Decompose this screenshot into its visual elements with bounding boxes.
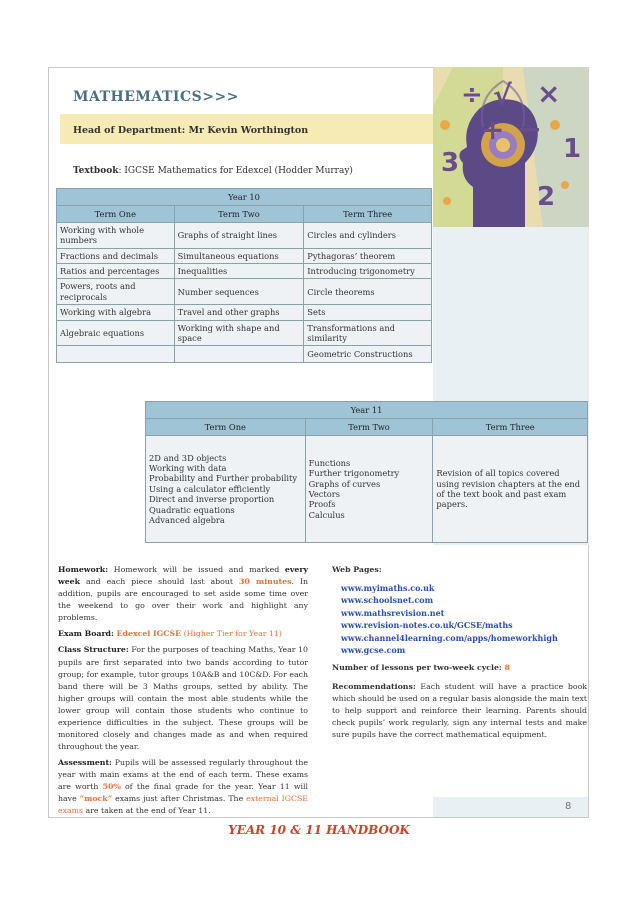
divide-symbol: ÷ [461, 80, 483, 110]
year11-col-term-two: Term Two [305, 419, 433, 436]
table-cell: Pythagoras’ theorem [304, 248, 432, 263]
web-pages-label: Web Pages: [332, 565, 382, 574]
table-cell: Circle theorems [304, 279, 432, 305]
right-column [332, 564, 587, 747]
list-item: Quadratic equations [149, 504, 235, 515]
table-cell [174, 346, 304, 363]
year11-col-term-three: Term Three [433, 419, 588, 436]
list-item: Working with data [149, 463, 227, 474]
homework-duration: 30 minutes [238, 577, 292, 587]
web-link[interactable]: www.gcse.com [341, 645, 406, 656]
subject-title: MATHEMATICS>>> [73, 89, 239, 105]
table-cell: Travel and other graphs [174, 305, 304, 320]
list-item: Graphs of curves [308, 478, 381, 489]
table-cell [57, 346, 175, 363]
list-item: Probability and Further probability [149, 473, 298, 484]
lessons-paragraph [332, 662, 587, 674]
table-cell: Introducing trigonometry [304, 264, 432, 279]
minus-symbol: − [517, 112, 543, 147]
plus-symbol: + [481, 113, 505, 146]
list-item: Functions [308, 457, 351, 468]
web-link[interactable]: www.revision-notes.co.uk/GCSE/maths [341, 620, 513, 631]
assessment-mock: “mock” [79, 794, 113, 804]
homework-paragraph [58, 564, 308, 624]
head-of-department: Head of Department: Mr Kevin Worthington [73, 125, 309, 136]
table-row [57, 223, 432, 249]
table-row [146, 436, 588, 543]
homework-frequency: every week [58, 565, 308, 587]
table-row [57, 279, 432, 305]
assessment-text: Pupils will be assessed regularly throughout the year with main exams at the end of each term. These exams are worth [58, 758, 308, 792]
year11-term-two-topics [305, 436, 433, 543]
class-structure-paragraph [58, 644, 308, 753]
number-one: 1 [563, 134, 582, 164]
page-number: 8 [565, 801, 572, 812]
textbook-value: : IGCSE Mathematics for Edexcel (Hodder Murray) [118, 166, 353, 176]
lessons-value: 8 [504, 663, 510, 673]
left-column [58, 564, 308, 822]
year10-col-term-one: Term One [57, 206, 175, 223]
web-link[interactable]: www.channel4learning.com/apps/homeworkhigh [341, 632, 558, 643]
assessment-text: exams just after Christmas. The [112, 794, 247, 804]
exam-board-paragraph [58, 628, 308, 640]
web-link[interactable]: www.mathsrevision.net [341, 607, 445, 618]
table-cell: Working with whole numbers [57, 223, 175, 249]
table-cell: Ratios and percentages [57, 264, 175, 279]
year11-term-three-topics: Revision of all topics covered using revision chapters at the end of the text book and past exam papers. [433, 436, 588, 543]
assessment-percent: 50% [102, 782, 121, 792]
year10-title: Year 10 [57, 189, 432, 206]
year11-term-one-topics [146, 436, 306, 543]
table-cell: Fractions and decimals [57, 248, 175, 263]
assessment-text: of the final grade for the year. Year 11 will have [58, 782, 308, 804]
assessment-label: Assessment: [58, 758, 112, 768]
web-link[interactable]: www.myimaths.co.uk [341, 583, 435, 594]
class-structure-label: Class Structure: [58, 645, 129, 655]
year11-col-term-one: Term One [146, 419, 306, 436]
homework-text: . In addition, pupils are encouraged to set aside some time over the weekend to go over their work and highlight any problems. [58, 577, 308, 623]
list-item: Calculus [308, 509, 345, 520]
table-row [57, 248, 432, 263]
textbook-line [73, 166, 353, 176]
table-row [57, 264, 432, 279]
table-row [57, 305, 432, 320]
recommendations-paragraph [332, 681, 587, 741]
table-cell: Sets [304, 305, 432, 320]
table-row [57, 320, 432, 346]
math-head-illustration [433, 67, 589, 227]
year11-title: Year 11 [146, 402, 588, 419]
homework-label: Homework: [58, 565, 109, 574]
handbook-title: YEAR 10 & 11 HANDBOOK [228, 823, 410, 837]
table-cell: Powers, roots and reciprocals [57, 279, 175, 305]
list-item: Advanced algebra [149, 514, 225, 525]
exam-board-label: Exam Board: [58, 629, 117, 639]
table-cell: Simultaneous equations [174, 248, 304, 263]
table-cell: Inequalities [174, 264, 304, 279]
list-item: Direct and inverse proportion [149, 494, 275, 505]
list-item: Proofs [308, 499, 336, 510]
year10-col-term-two: Term Two [174, 206, 304, 223]
table-cell: Working with algebra [57, 305, 175, 320]
list-item: Further trigonometry [308, 468, 400, 479]
recommendations-text: Each student will have a practice book which should be used on a regular basis alongside the main text to help support and reinforce their learning. Parents should check pupils’ work regularly, sign any internal tests and make sure pupils have the correct mathematical equipment. [332, 681, 587, 739]
table-cell: Number sequences [174, 279, 304, 305]
web-link[interactable]: www.schoolsnet.com [341, 595, 434, 606]
assessment-paragraph [58, 757, 308, 817]
lessons-label: Number of lessons per two-week cycle: [332, 663, 505, 673]
year10-table [56, 188, 432, 363]
homework-text: Homework will be issued and marked [108, 565, 285, 574]
table-cell: Algebraic equations [57, 320, 175, 346]
table-cell: Working with shape and space [174, 320, 304, 346]
number-three: 3 [441, 148, 460, 178]
number-two: 2 [537, 182, 556, 212]
table-cell: Geometric Constructions [304, 346, 432, 363]
list-item: Using a calculator efficiently [149, 483, 271, 494]
exam-board-value: Edexcel IGCSE [116, 629, 182, 639]
list-item: 2D and 3D objects [149, 452, 227, 463]
table-row [57, 346, 432, 363]
assessment-text: are taken at the end of Year 11. [83, 806, 211, 816]
table-cell: Graphs of straight lines [174, 223, 304, 249]
class-structure-text: For the purposes of teaching Maths, Year 10 pupils are first separated into two bands according to tutor group; for example, tutor groups 10A&B and 10C&D. For each band there will be 3 Maths groups, setted by ability. The higher groups will contain the most able students while the lower group will contain those students who continue to experience difficulties in the subject. These groups will be monitored closely and changes made as and when required throughout the year. [58, 645, 309, 752]
year10-col-term-three: Term Three [304, 206, 432, 223]
list-item: Vectors [308, 489, 340, 499]
web-links-list [341, 582, 587, 656]
year11-table [145, 401, 588, 543]
times-symbol: × [537, 77, 561, 110]
root-symbol: √ [493, 79, 512, 112]
textbook-label: Textbook [73, 166, 119, 176]
table-cell: Transformations and similarity [304, 320, 432, 346]
table-cell: Circles and cylinders [304, 223, 432, 249]
exam-board-tier: (Higher Tier for Year 11) [181, 629, 282, 639]
recommendations-label: Recommendations: [332, 681, 416, 691]
assessment-external: external IGCSE exams [58, 794, 308, 816]
homework-text: and each piece should last about [80, 577, 239, 587]
